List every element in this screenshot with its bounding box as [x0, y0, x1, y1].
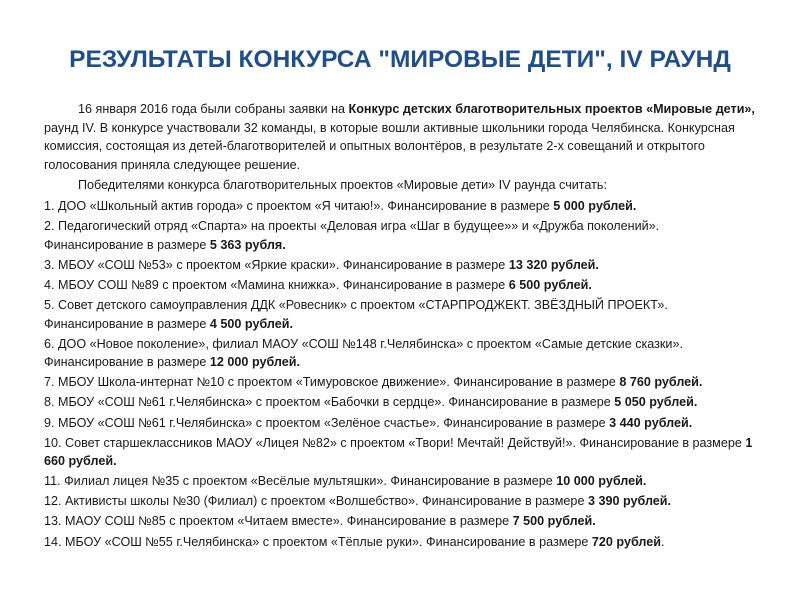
- funding-amount: 7 500 рублей.: [512, 514, 596, 529]
- winner-description: 13. МАОУ СОШ №85 с проектом «Читаем вместе». Финансирование в размере: [44, 514, 513, 529]
- funding-amount: 5 363 рубля.: [209, 237, 286, 252]
- winner-item: [44, 434, 760, 471]
- winner-item: [44, 472, 760, 491]
- page-title: РЕЗУЛЬТАТЫ КОНКУРСА "МИРОВЫЕ ДЕТИ", IV РАУНД: [69, 46, 731, 73]
- winner-description: 2. Педагогический отряд «Спарта» на проекты «Деловая игра «Шаг в будущее»» и «Дружба поколений». Финансирование в размере: [44, 219, 660, 252]
- winner-tail: .: [661, 534, 665, 549]
- winner-description: 7. МБОУ Школа-интернат №10 с проектом «Тимуровское движение». Финансирование в размере: [44, 375, 620, 390]
- winner-description: 14. МБОУ «СОШ №55 г.Челябинска» с проектом «Тёплые руки». Финансирование в размере: [44, 534, 592, 549]
- funding-amount: 5 000 рублей.: [553, 198, 637, 213]
- winner-item: [44, 335, 760, 372]
- winners-intro: Победителями конкурса благотворительных проектов «Мировые дети» IV раунда считать:: [78, 178, 607, 193]
- funding-amount: 10 000 рублей.: [556, 474, 647, 489]
- funding-amount: 5 050 рублей.: [614, 395, 698, 410]
- intro-paragraph: [44, 100, 760, 174]
- intro-text-post: раунд IV. В конкурсе участвовали 32 команды, в которые вошли активные школьники города Челябинска. Конкурсная комиссия, состоящая из детей-благотворителей и опытных волонтёров, в результате 2-х совещаний и открытого голосования приняла следующее решение.: [44, 120, 735, 172]
- funding-amount: 8 760 рублей.: [619, 375, 703, 390]
- winner-item: [44, 217, 760, 254]
- winner-item: [44, 296, 760, 333]
- winner-item: [44, 414, 760, 433]
- funding-amount: 1 660 рублей.: [44, 435, 753, 469]
- intro-text-pre: 16 января 2016 года были собраны заявки на: [78, 102, 349, 116]
- winner-item: [44, 393, 760, 412]
- winner-item: [44, 256, 760, 275]
- funding-amount: 3 440 рублей.: [609, 415, 693, 430]
- winner-description: 1. ДОО «Школьный актив города» с проектом «Я читаю!». Финансирование в размере: [44, 198, 554, 213]
- winner-item: [44, 276, 760, 295]
- funding-amount: 720 рублей: [591, 534, 662, 549]
- winner-item: [44, 512, 760, 531]
- winner-item: [44, 492, 760, 511]
- winner-description: 4. МБОУ СОШ №89 с проектом «Мамина книжка». Финансирование в размере: [44, 277, 509, 292]
- winner-description: 11. Филиал лицея №35 с проектом «Весёлые мультяшки». Финансирование в размере: [44, 474, 557, 489]
- winner-description: 6. ДОО «Новое поколение», филиал МАОУ «СОШ №148 г.Челябинска» с проектом «Самые детские сказки». Финансирование в размере: [44, 336, 683, 370]
- document-body: [44, 100, 760, 553]
- winner-description: 3. МБОУ «СОШ №53» с проектом «Яркие краски». Финансирование в размере: [44, 257, 509, 272]
- winner-item: [44, 373, 760, 392]
- funding-amount: 4 500 рублей.: [209, 316, 294, 331]
- funding-amount: 3 390 рублей.: [587, 494, 672, 509]
- winner-description: 9. МБОУ «СОШ №61 г.Челябинска» с проектом «Зелёное счастье». Финансирование в размере: [44, 415, 610, 430]
- winner-description: 8. МБОУ «СОШ №61 г.Челябинска» с проектом «Бабочки в сердце». Финансирование в размере: [44, 395, 615, 410]
- funding-amount: 13 320 рублей.: [508, 257, 599, 272]
- intro-contest-name: Конкурс детских благотворительных проектов «Мировые дети»,: [348, 102, 755, 116]
- winner-description: 12. Активисты школы №30 (Филиал) с проектом «Волшебство». Финансирование в размере: [44, 494, 588, 509]
- funding-amount: 6 500 рублей.: [508, 277, 592, 292]
- winner-description: 5. Совет детского самоуправления ДДК «Ровесник» с проектом «СТАРПРОДЖЕКТ. ЗВЁЗДНЫЙ ПРОЕКТ». Финансирование в размере: [44, 297, 668, 331]
- winner-description: 10. Совет старшеклассников МАОУ «Лицея №82» с проектом «Твори! Мечтай! Действуй!». Финансирование в размере: [44, 435, 746, 450]
- funding-amount: 12 000 рублей.: [209, 355, 301, 370]
- winners-list: [44, 197, 760, 551]
- winner-item: [44, 197, 760, 216]
- winner-item: [44, 533, 760, 552]
